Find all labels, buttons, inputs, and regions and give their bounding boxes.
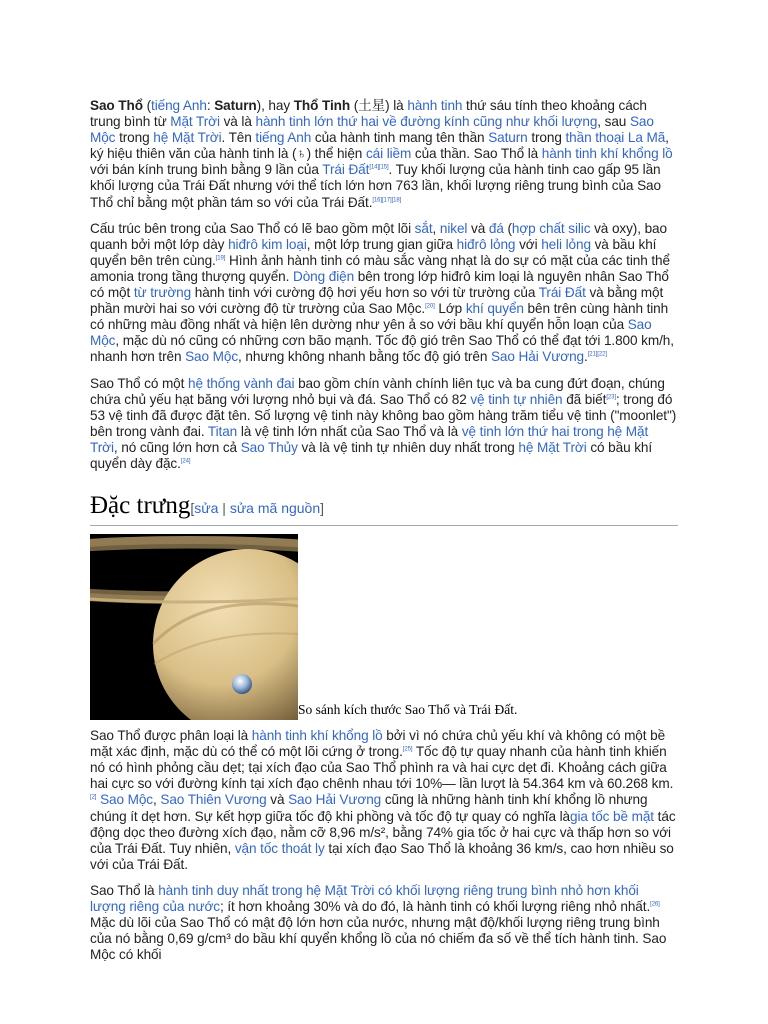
link-second-largest-moon[interactable]: vệ tinh lớn thứ hai trong hệ Mặt Trời [90,423,649,455]
saturn-earth-image[interactable] [90,534,298,720]
link-metallic-hydrogen[interactable]: hiđrô kim loại [228,236,307,252]
link-magnetic-field[interactable]: từ trường [133,285,192,301]
text: thứ sáu tính theo khoảng cách trung bình từ [90,98,647,130]
citation-ref[interactable]: [20] [425,303,435,310]
text: hành tinh với cường độ hơi yếu hơn so với từ trường của [191,285,539,301]
citation-ref[interactable]: [14][15] [369,164,389,171]
text: , [153,792,161,808]
figure-caption: So sánh kích thước Sao Thổ và Trái Đất. [298,702,518,718]
text: của thần. Sao Thổ là [411,146,542,162]
text: (土星) là [350,98,408,113]
text: có bầu khí quyển dày đặc. [90,439,653,471]
citation-ref[interactable]: [21][22] [587,351,607,358]
link-silicon-compound[interactable]: hợp chất silic [511,220,591,236]
text: . Tên [221,130,256,146]
text: ; trong đó 53 vệ tinh đã được đặt tên. Số lượng vệ tinh này không bao gồm hàng trăm tiểu vệ tinh ("moonlet") bên trong vành đai. [90,391,677,439]
edit-source-link[interactable]: sửa mã nguồn [229,500,321,517]
text: bởi vì nó chứa chủ yếu khí và không có một bề mặt xác định, mặc dù có thể có một lõi cứng ở trong. [90,728,666,760]
text: . [584,349,588,365]
term-bold: Saturn [214,98,257,113]
citation-ref[interactable]: [19] [215,255,226,262]
link-earth[interactable]: Trái Đất [538,285,586,301]
text: Sao Thổ có một [90,375,188,391]
citation-ref[interactable]: [2] [90,794,97,801]
link-english[interactable]: tiếng Anh [255,130,312,146]
link-sickle[interactable]: cái liềm [365,146,412,162]
term-bold: Sao Thổ [90,98,143,113]
bracket: [ [190,500,195,517]
text: cũng là những hành tinh khí khổng lồ nhưng chúng ít dẹt hơn. Sự kết hợp giữa tốc độ khi phồng và tốc độ tự quay có nghĩa là [90,792,648,824]
link-gas-giant[interactable]: hành tinh khí khổng lồ [541,146,673,162]
link-jupiter[interactable]: Sao Mộc [90,317,652,349]
link-neptune[interactable]: Sao Hải Vương [288,792,382,808]
text: : [206,98,215,113]
text: với [515,236,542,252]
text: ( [142,98,152,113]
link-planet[interactable]: hành tinh [407,98,463,113]
text: trong [527,130,566,146]
intro-paragraph-3 [90,376,678,473]
body-paragraph-5 [90,883,678,963]
text: đã biết [562,391,607,407]
text: bao gồm chín vành chính liên tục và ba cung đứt đoạn, chúng chứa chủ yếu hạt băng với lượng nhỏ bụi và đá. Sao Thổ có 82 [90,375,665,407]
link-saturn-god[interactable]: Saturn [488,130,528,146]
link-titan[interactable]: Titan [207,423,238,439]
citation-ref[interactable]: [25] [402,746,413,753]
text: là vệ tinh lớn nhất của Sao Thổ và là [237,423,462,439]
text: , sau [597,114,630,130]
text: và oxy), bao quanh bởi một lớp dày [90,220,667,252]
link-atmosphere[interactable]: khí quyển [465,301,524,317]
link-english[interactable]: tiếng Anh [151,98,207,113]
text: và [266,792,289,808]
text: bên trong lớp hiđrô kim loại là nguyên nhân Sao Thổ có một [90,268,669,301]
text: và là vệ tinh tự nhiên duy nhất trong [297,439,519,455]
link-neptune[interactable]: Sao Hải Vương [490,349,585,365]
link-escape-velocity[interactable]: vận tốc thoát ly [234,840,325,856]
text: tại xích đạo Sao Thổ là khoảng 36 km/s, cao hơn nhiều so với của Trái Đất. [90,840,674,872]
text: Sao Thổ được phân loại là [90,728,252,744]
text: Lớp [434,301,466,317]
citation-ref[interactable]: [24] [180,458,191,465]
link-roman-mythology[interactable]: thần thoại La Mã [565,130,666,146]
text: , ký hiệu thiên văn của hành tinh là (♄) thể hiện [90,130,669,162]
text: và bầu khí quyển bên trên cùng. [90,236,657,268]
text: , mặc dù nó cũng có những cơn bão mạnh. Tốc độ gió trên Sao Thổ có thể đạt tới 1.800 km/h, nhanh hơn trên [90,333,674,365]
section-title: Đặc trưng [90,492,191,520]
text: , nhưng không nhanh bằng tốc độ gió trên [238,349,491,365]
text: với bán kính trung bình bằng 9 lần của [90,162,323,178]
link-solar-system[interactable]: hệ Mặt Trời [518,439,587,455]
text: và là [219,114,256,130]
text: của hành tinh mang tên thần [311,130,489,146]
text: Hình ảnh hành tinh có màu sắc vàng nhạt là do sự có mặt của các tinh thể amonia trong tầng thượng quyển. [90,252,670,284]
link-liquid-helium[interactable]: heli lỏng [541,236,591,252]
link-natural-satellite[interactable]: vệ tinh tự nhiên [470,391,563,407]
citation-ref[interactable]: [23] [606,394,616,401]
text: Cấu trúc bên trong của Sao Thổ có lẽ bao gồm một lõi [90,220,415,236]
text: , [432,220,440,236]
link-ring-system[interactable]: hệ thống vành đai [188,375,295,391]
text: tác động dọc theo đường xích đạo, nằm cỡ 8,96 m/s², bằng 74% gia tốc ở hai cực và thấp hơn so với của Trái Đất. Tuy nhiên, [90,808,676,856]
link-electric-current[interactable]: Dòng điện [293,268,355,284]
text: , nó cũng lớn hơn cả [113,439,241,455]
text: trong [115,130,154,146]
text: và [467,220,489,236]
link-sun[interactable]: Mặt Trời [170,114,220,130]
edit-links [190,500,324,516]
text: . Tuy khối lượng của hành tinh cao gấp 95 lần khối lượng của Trái Đất nhưng với thể tích lớn hơn 763 lần, khối lượng riêng trung bình của Sao Thổ chỉ bằng một phần tám so với của Trái Đất. [90,162,661,210]
citation-ref[interactable]: [26] [650,901,660,908]
link-gas-giant[interactable]: hành tinh khí khổng lồ [251,728,383,744]
section-heading [90,492,678,526]
article-content [90,98,678,973]
link-mercury[interactable]: Sao Thủy [240,439,298,455]
link-second-largest-planet[interactable]: hành tinh lớn thứ hai về đường kính cũng như khối lượng [255,114,598,130]
edit-link[interactable]: sửa [194,500,219,517]
link-earth[interactable]: Trái Đất [322,162,370,178]
intro-paragraph-1 [90,98,678,211]
link-lowest-density-planet[interactable]: hành tinh duy nhất trong hệ Mặt Trời có khối lượng riêng trung bình nhỏ hơn khối lượng riêng của nước [90,882,639,914]
link-jupiter[interactable]: Sao Mộc [185,349,239,365]
body-paragraph-4 [90,728,678,873]
text: ; ít hơn khoảng 30% và do đó, là hành tinh có khối lượng riêng nhỏ nhất. [220,899,651,914]
link-nickel[interactable]: nikel [439,220,468,236]
text: và bằng một phần mười hai so với cường độ từ trường của Sao Mộc. [90,285,664,317]
term-bold: Thổ Tinh [293,98,351,113]
link-uranus[interactable]: Sao Thiên Vương [160,792,267,808]
link-jupiter[interactable]: Sao Mộc [100,792,154,808]
intro-paragraph-2 [90,221,678,366]
citation-ref[interactable]: [16][17][18] [372,197,402,204]
text: ), hay [256,98,294,113]
saturn-earth-graphic [90,534,298,720]
figure [90,534,678,720]
link-rock[interactable]: đá [488,220,504,236]
link-iron[interactable]: sắt [414,220,433,236]
text: bên trên cùng hành tinh có những màu đồng nhất và hiện lên dường như yên ả so với bầu khí quyển hỗn loạn của [90,301,669,333]
bracket: ] [320,500,325,517]
text: Mặc dù lõi của Sao Thổ có mật độ lớn hơn của nước, nhưng mật độ/khối lượng riêng trung bình của nó bằng 0,69 g/cm³ do bầu khí quyển khổng lồ của nó chiếm đa số về thể tích hành tinh. Sao Mộc có khối [90,915,667,963]
text: Tốc độ tự quay nhanh của hành tinh khiến nó có hình phỏng cầu dẹt; tại xích đạo của Sao Thổ phình ra và hai cực dẹt đi. Khoảng cách giữa hai cực so với đường kính tại xích đạo chênh nhau tới 10%— lần lượt là 54.364 km và 60.268 km. [90,744,674,792]
text: , một lớp trung gian giữa [306,236,457,252]
link-surface-gravity[interactable]: gia tốc bề mặt [570,808,654,824]
link-jupiter[interactable]: Sao Mộc [90,114,654,146]
link-solar-system[interactable]: hệ Mặt Trời [153,130,222,146]
link-liquid-hydrogen[interactable]: hiđrô lỏng [456,236,516,252]
text: Sao Thổ là [90,882,159,898]
separator: | [218,500,230,517]
text: ( [503,220,512,236]
